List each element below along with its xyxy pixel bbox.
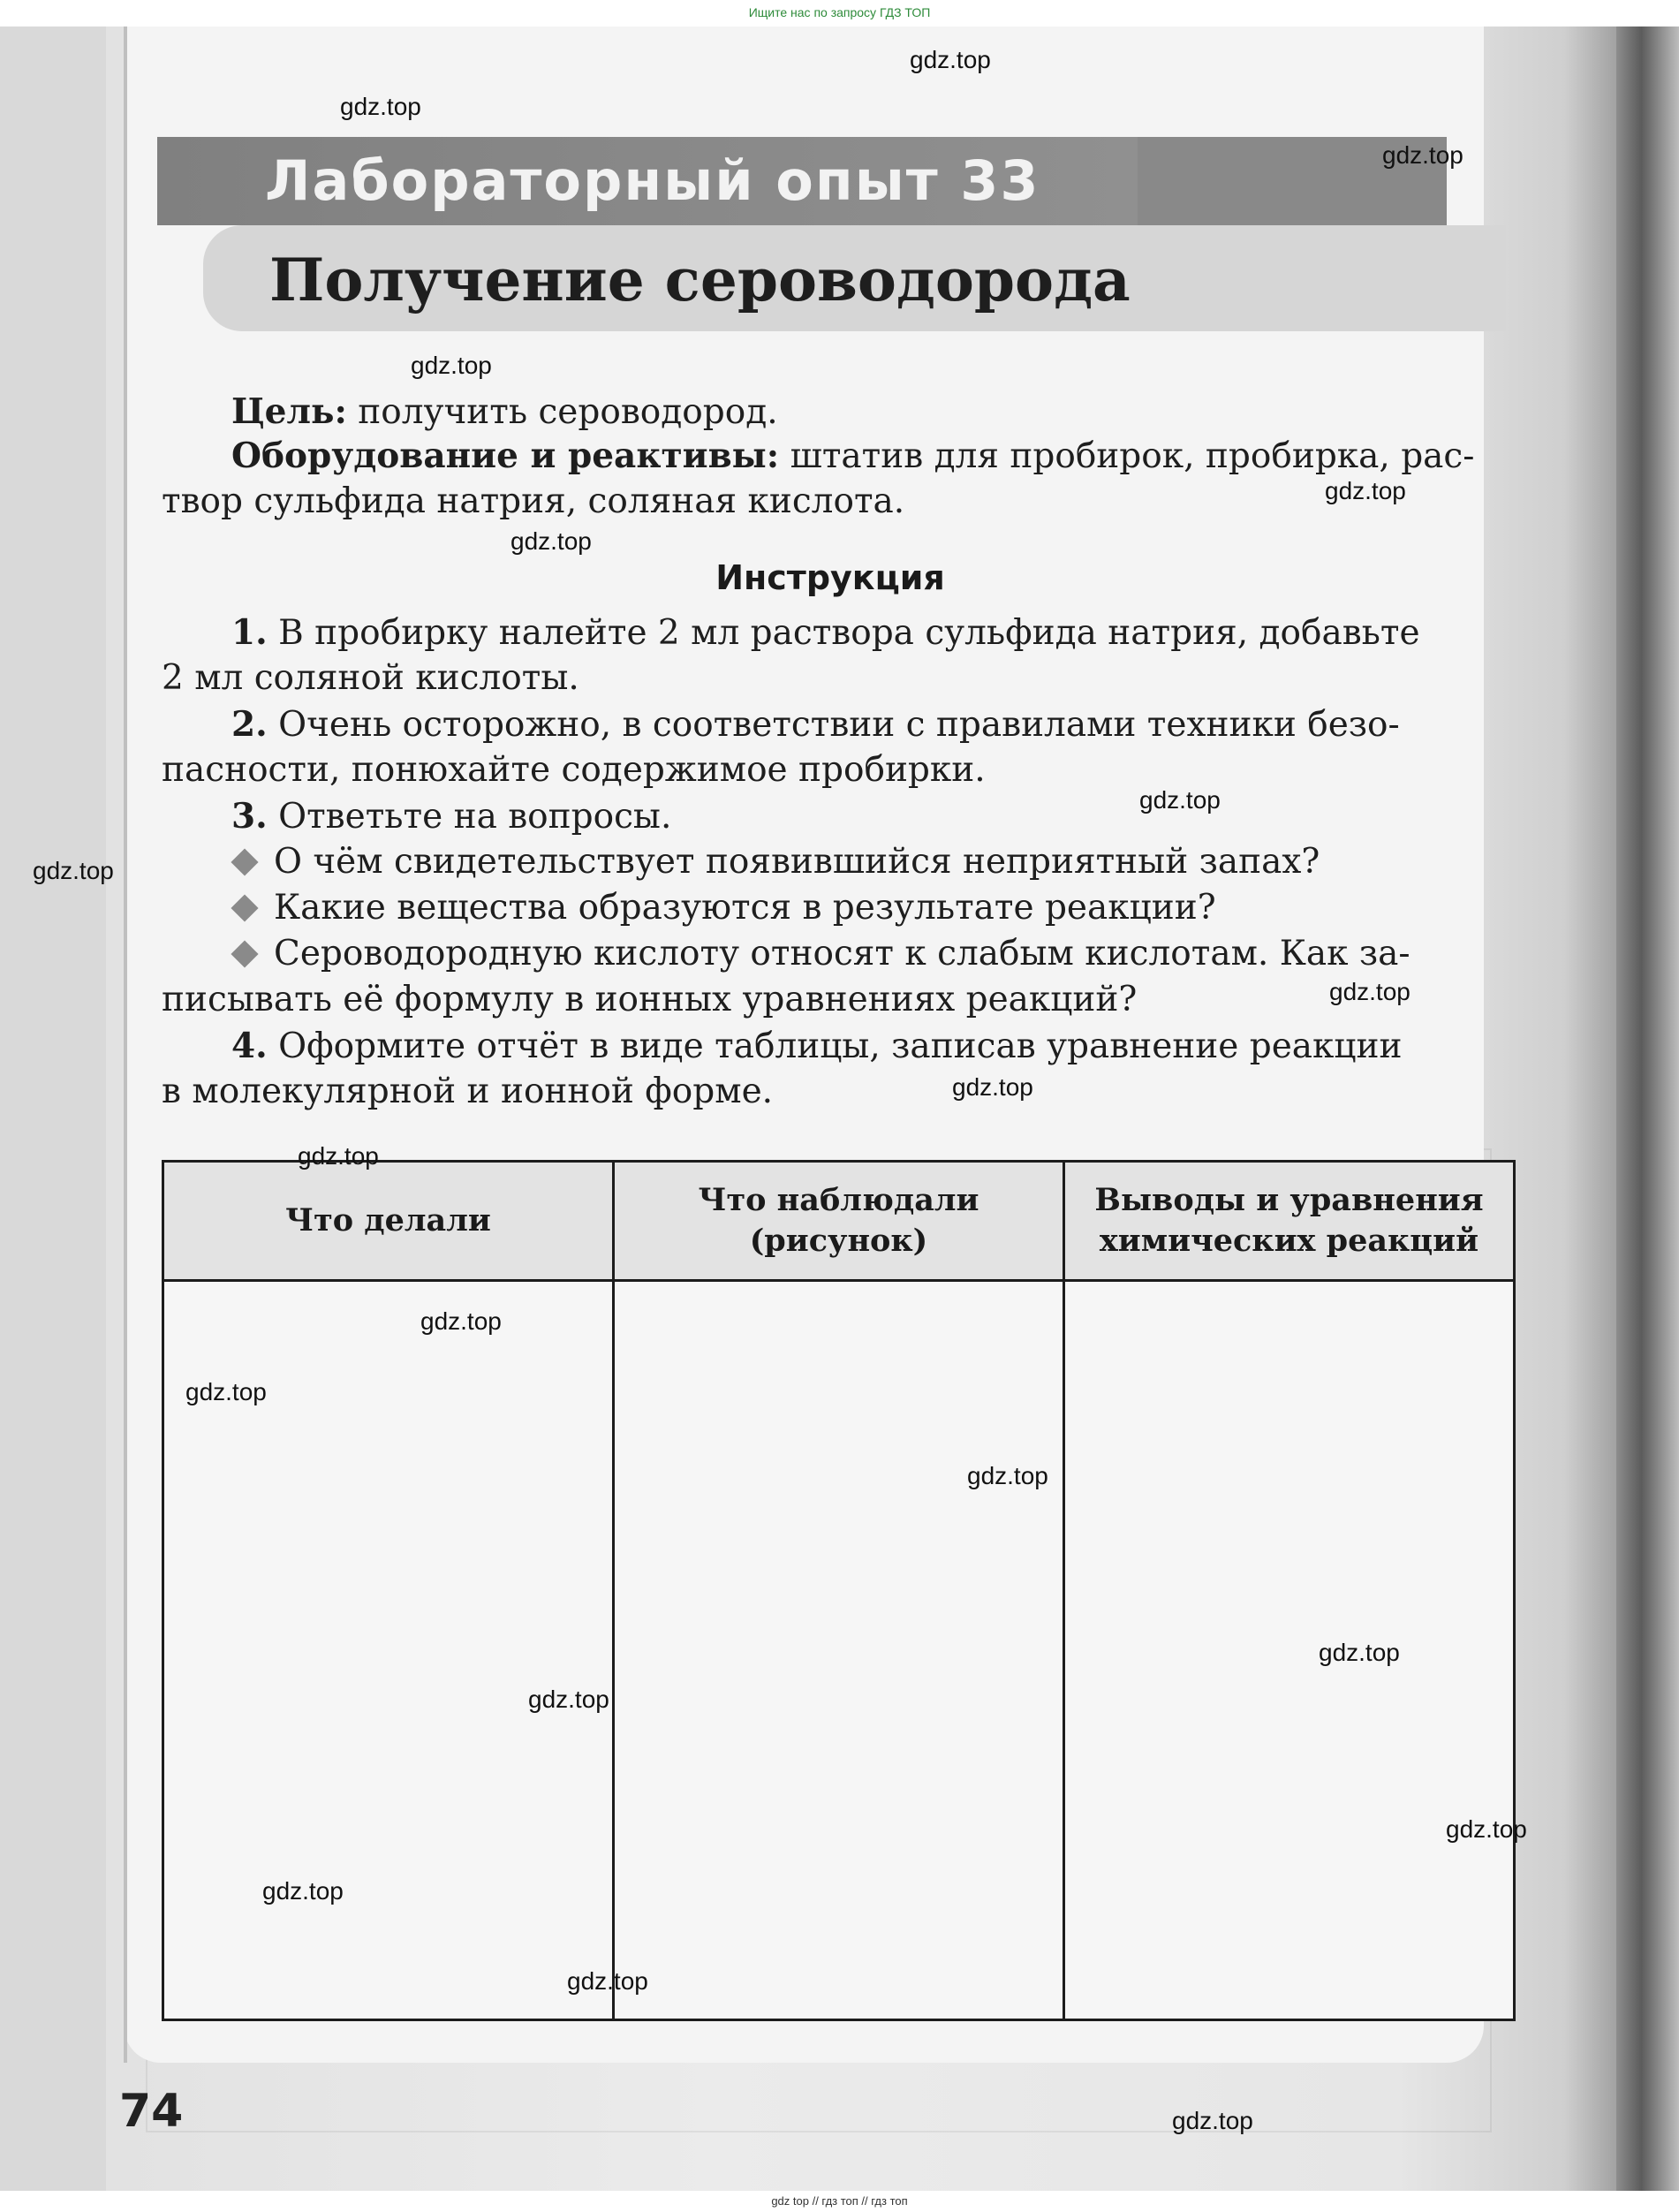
report-table-header xyxy=(163,1162,1515,1281)
equipment-label: Оборудование и реактивы: xyxy=(231,436,780,476)
watermark: gdz.top xyxy=(1382,141,1463,169)
question-1 xyxy=(231,839,1320,885)
step-1-line-1 xyxy=(231,610,1420,656)
column-header-observed-line-2: (рисунок) xyxy=(749,1223,928,1259)
column-header-what-done xyxy=(163,1162,614,1281)
equipment-text-1: штатив для пробирок, пробирка, рас- xyxy=(790,436,1475,476)
step-3-text: Ответьте на вопросы. xyxy=(278,797,672,837)
watermark: gdz.top xyxy=(185,1378,267,1405)
step-4-text-1: Оформите отчёт в виде таблицы, записав уравнение реакции xyxy=(278,1026,1403,1066)
watermark: gdz.top xyxy=(1319,1639,1400,1666)
step-1-number: 1. xyxy=(231,612,268,653)
watermark: gdz.top xyxy=(340,93,421,120)
watermark: gdz.top xyxy=(1172,2107,1253,2134)
watermark: gdz.top xyxy=(1329,978,1411,1005)
table-row xyxy=(163,1281,1515,2020)
goal-label: Цель: xyxy=(231,391,347,432)
goal-text: получить сероводород. xyxy=(358,392,778,432)
diamond-bullet-icon xyxy=(231,848,258,875)
watermark: gdz.top xyxy=(952,1073,1033,1101)
column-header-observed-line-1: Что наблюдали xyxy=(698,1182,979,1218)
question-3-text-1: Сероводородную кислоту относят к слабым кислотам. Как за- xyxy=(274,934,1411,973)
page-title: Получение сероводорода xyxy=(269,246,1131,314)
step-4-line-2: в молекулярной и ионной форме. xyxy=(162,1072,774,1111)
question-3-line-1 xyxy=(231,931,1411,977)
watermark: gdz.top xyxy=(1139,786,1221,814)
page-left-edge xyxy=(124,27,127,2063)
step-2-line-1 xyxy=(231,701,1400,748)
step-3-number: 3. xyxy=(231,796,268,837)
answer-cell-observed[interactable] xyxy=(614,1281,1064,2020)
goal-line xyxy=(231,389,778,436)
watermark: gdz.top xyxy=(511,527,592,555)
watermark: gdz.top xyxy=(1446,1815,1527,1843)
column-header-what-done-text: Что делали xyxy=(285,1202,491,1239)
step-3-line xyxy=(231,793,671,840)
answer-cell-conclusions[interactable] xyxy=(1064,1281,1515,2020)
page-number: 74 xyxy=(119,2085,184,2138)
lab-title: Лабораторный опыт 33 xyxy=(265,148,1040,213)
report-table xyxy=(162,1160,1516,2021)
step-4-line-1 xyxy=(231,1023,1402,1070)
watermark: gdz.top xyxy=(528,1686,609,1713)
step-4-number: 4. xyxy=(231,1026,268,1066)
question-2 xyxy=(231,885,1216,931)
column-header-conclusions-line-2: химических реакций xyxy=(1099,1223,1479,1259)
page-binding-edge xyxy=(1616,27,1679,2191)
watermark: gdz.top xyxy=(33,857,114,884)
equipment-line-1 xyxy=(231,433,1474,480)
watermark: gdz.top xyxy=(411,352,492,379)
watermark: gdz.top xyxy=(298,1142,379,1170)
question-3-line-2: писывать её формулу в ионных уравнениях реакций? xyxy=(162,980,1138,1019)
step-1-text-1: В пробирку налейте 2 мл раствора сульфида натрия, добавьте xyxy=(278,613,1420,653)
watermark: gdz.top xyxy=(567,1967,648,1995)
step-2-line-2: пасности, понюхайте содержимое пробирки. xyxy=(162,750,986,790)
watermark: gdz.top xyxy=(1325,477,1406,504)
question-1-text: О чём свидетельствует появившийся неприятный запах? xyxy=(274,842,1320,882)
bottom-note: gdz top // гдз топ // гдз топ xyxy=(771,2194,908,2208)
watermark: gdz.top xyxy=(262,1877,344,1905)
step-2-text-1: Очень осторожно, в соответствии с правилами техники безо- xyxy=(278,705,1400,745)
step-1-line-2: 2 мл соляной кислоты. xyxy=(162,658,579,698)
column-header-observed xyxy=(614,1162,1064,1281)
column-header-conclusions xyxy=(1064,1162,1515,1281)
diamond-bullet-icon xyxy=(231,894,258,921)
watermark: gdz.top xyxy=(420,1307,502,1335)
instruction-heading: Инструкция xyxy=(715,558,945,597)
column-header-conclusions-line-1: Выводы и уравнения xyxy=(1094,1182,1484,1218)
watermark: gdz.top xyxy=(910,46,991,73)
watermark: gdz.top xyxy=(967,1462,1048,1489)
diamond-bullet-icon xyxy=(231,940,258,967)
question-2-text: Какие вещества образуются в результате реакции? xyxy=(274,888,1216,928)
equipment-line-2: твор сульфида натрия, соляная кислота. xyxy=(162,481,905,521)
step-2-number: 2. xyxy=(231,704,268,745)
top-note: Ищите нас по запросу ГДЗ ТОП xyxy=(748,5,931,19)
